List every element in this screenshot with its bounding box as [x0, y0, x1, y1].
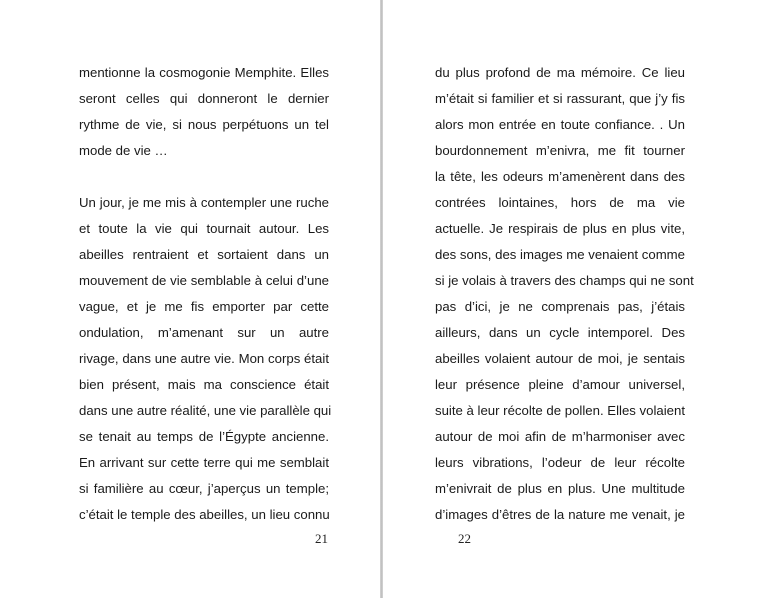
text-line: autour de moi afin de m’harmoniser avec: [435, 429, 685, 444]
text-line: mode de vie …: [79, 143, 168, 158]
text-line: si familière au cœur, j’aperçus un temple;: [79, 481, 329, 496]
text-line: abeilles volaient autour de moi, je sentais: [435, 351, 685, 366]
text-line: ailleurs, dans un cycle intemporel. Des: [435, 325, 685, 340]
text-line: pas d’ici, je ne comprenais pas, j’étais: [435, 299, 685, 314]
text-line: la tête, les odeurs m’amenèrent dans des: [435, 169, 685, 184]
page-number: 21: [315, 531, 328, 546]
paragraph: [79, 60, 329, 164]
text-line: Un jour, je me mis à contempler une ruche: [79, 195, 329, 210]
text-line: se tenait au temps de l’Égypte ancienne.: [79, 429, 329, 444]
text-line: alors mon entrée en toute confiance. . Un: [435, 117, 685, 132]
text-line: vague, et je me fis emporter par cette: [79, 299, 329, 314]
text-line: bien présent, mais ma conscience était: [79, 377, 329, 392]
text-line: suite à leur récolte de pollen. Elles volaient: [435, 403, 685, 418]
text-line: m’était si familier et si rassurant, que j’y fis: [435, 91, 685, 106]
right-page-text: [435, 60, 694, 528]
text-line: mentionne la cosmogonie Memphite. Elles: [79, 65, 329, 80]
left-page-text: [79, 60, 332, 528]
right-page: [383, 0, 761, 598]
text-line: leurs vibrations, l’odeur de leur récolte: [435, 455, 685, 470]
text-line: rythme de vie, si nous perpétuons un tel: [79, 117, 329, 132]
text-line: mouvement de vie semblable à celui d’une: [79, 273, 329, 288]
text-line: contrées lointaines, hors de ma vie: [435, 195, 685, 210]
text-line: et toute la vie qui tournait autour. Les: [79, 221, 329, 236]
text-line: abeilles rentraient et sortaient dans un: [79, 247, 329, 262]
text-line: c’était le temple des abeilles, un lieu connu: [79, 507, 330, 522]
text-line: bourdonnement m’enivra, me fit tourner: [435, 143, 685, 158]
text-line: actuelle. Je respirais de plus en plus vite,: [435, 221, 685, 236]
text-line: rivage, dans une autre vie. Mon corps était: [79, 351, 329, 366]
left-page: [0, 0, 380, 598]
text-line: dans une autre réalité, une vie parallèle qui: [79, 403, 332, 418]
text-line: seront celles qui donneront le dernier: [79, 91, 329, 106]
text-line: m’enivrait de plus en plus. Une multitude: [435, 481, 685, 496]
text-line: ondulation, m’amenant sur un autre: [79, 325, 329, 340]
text-line: des sons, des images me venaient comme: [435, 247, 685, 262]
text-line: En arrivant sur cette terre qui me semblait: [79, 455, 329, 470]
page-number: 22: [458, 531, 471, 546]
text-line: leur présence pleine d’amour universel,: [435, 377, 685, 392]
paragraph: [79, 190, 332, 528]
text-line: d’images d’êtres de la nature me venait, je: [435, 507, 685, 522]
paragraph: [435, 60, 694, 528]
text-line: du plus profond de ma mémoire. Ce lieu: [435, 65, 685, 80]
text-line: si je volais à travers des champs qui ne sont: [435, 273, 694, 288]
